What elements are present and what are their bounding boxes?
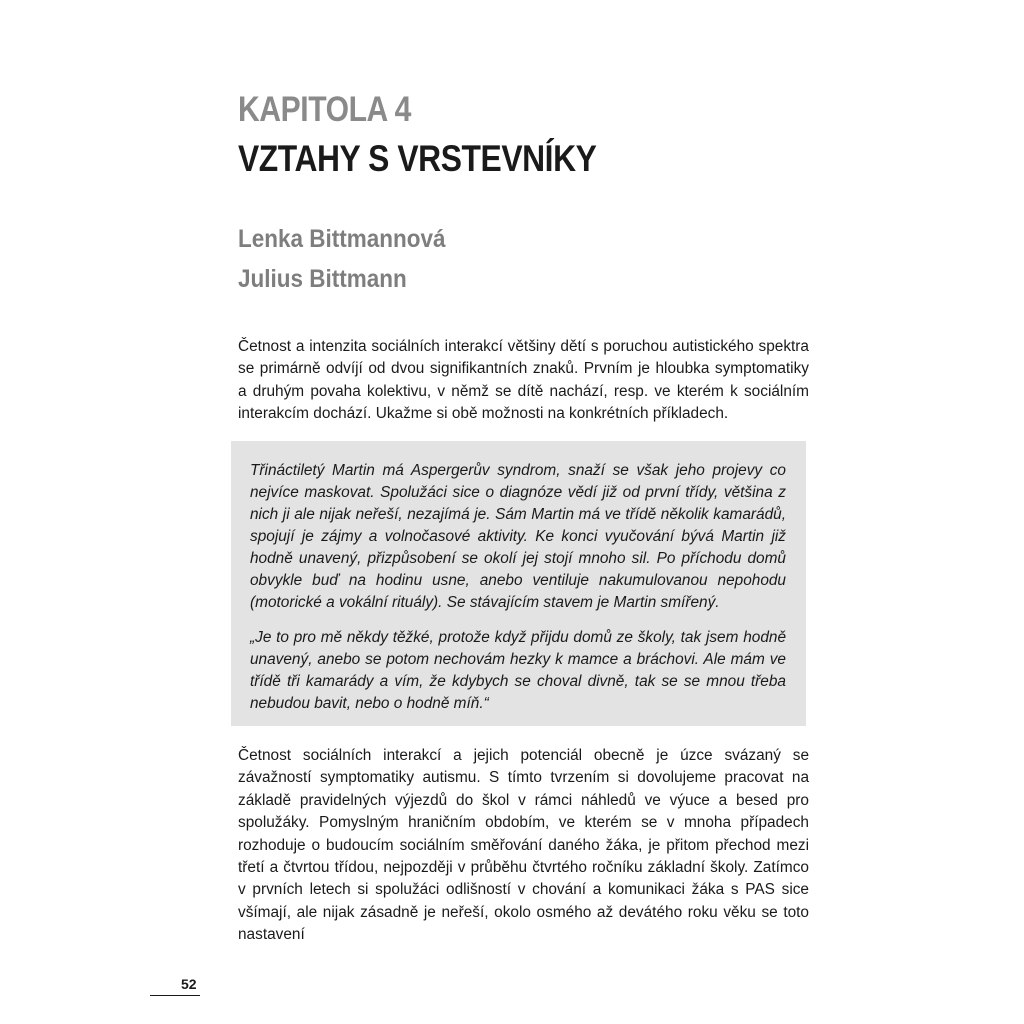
page-number: 52 bbox=[181, 976, 197, 992]
author-name: Julius Bittmann bbox=[238, 265, 407, 293]
case-study-quote: „Je to pro mě někdy těžké, protože když přijdu domů ze školy, tak jsem hodně unavený, anebo se potom nechovám hezky k mamce a bráchovi. Ale mám ve třídě tři kamarády a vím, že kdybych se choval divně, tak se se mnou třeba nebudou bavit, nebo o hodně míň.“ bbox=[250, 629, 786, 712]
chapter-title: VZTAHY S VRSTEVNÍKY bbox=[238, 138, 597, 179]
chapter-label: KAPITOLA 4 bbox=[238, 90, 411, 129]
author-name: Lenka Bittmannová bbox=[238, 225, 446, 253]
page-number-rule bbox=[150, 995, 200, 996]
intro-paragraph: Četnost a intenzita sociálních interakcí většiny dětí s poruchou autistického spektra se primárně odvíjí od dvou signifikantních znaků. Prvním je hloubka symptomatiky a druhým povaha kolektivu, v němž se dítě nachází, resp. ve kterém k sociálním interakcím dochází. Ukažme si obě možnosti na konkrétních příkladech. bbox=[238, 338, 809, 423]
case-study-text: Třináctiletý Martin má Aspergerův syndrom, snaží se však jeho projevy co nejvíce maskovat. Spolužáci sice o diagnóze vědí již od první třídy, většina z nich ji ale nijak neřeší, nezajímá je. Sám Martin má ve třídě několik kamarádů, spojují je zájmy a volnočasové aktivity. Ke konci vyučování bývá Martin již hodně unavený, přizpůsobení se okolí jej stojí mnoho sil. Po příchodu domů obvykle buď na hodinu usne, anebo ventiluje nakumulovanou nepohodu (motorické a vokální rituály). Se stávajícím stavem je Martin smířený. bbox=[250, 462, 786, 611]
case-study-box bbox=[231, 441, 806, 726]
body-paragraph: Četnost sociálních interakcí a jejich potenciál obecně je úzce svázaný se závažností symptomatiky autismu. S tímto tvrzením si dovolujeme pracovat na základě pravidelných výjezdů do škol v rámci náhledů ve výuce a besed pro spolužáky. Pomyslným hraničním obdobím, ve kterém se v mnoha případech rozhoduje o budoucím sociálním směřování daného žáka, je přitom přechod mezi třetí a čtvrtou třídou, nejpozději v průběhu čtvrtého ročníku základní školy. Zatímco v prvních letech si spolužáci odlišností v chování a komunikaci žáka s PAS sice všímají, ale nijak zásadně je neřeší, okolo osmého až devátého roku věku se toto nastavení bbox=[238, 747, 809, 944]
